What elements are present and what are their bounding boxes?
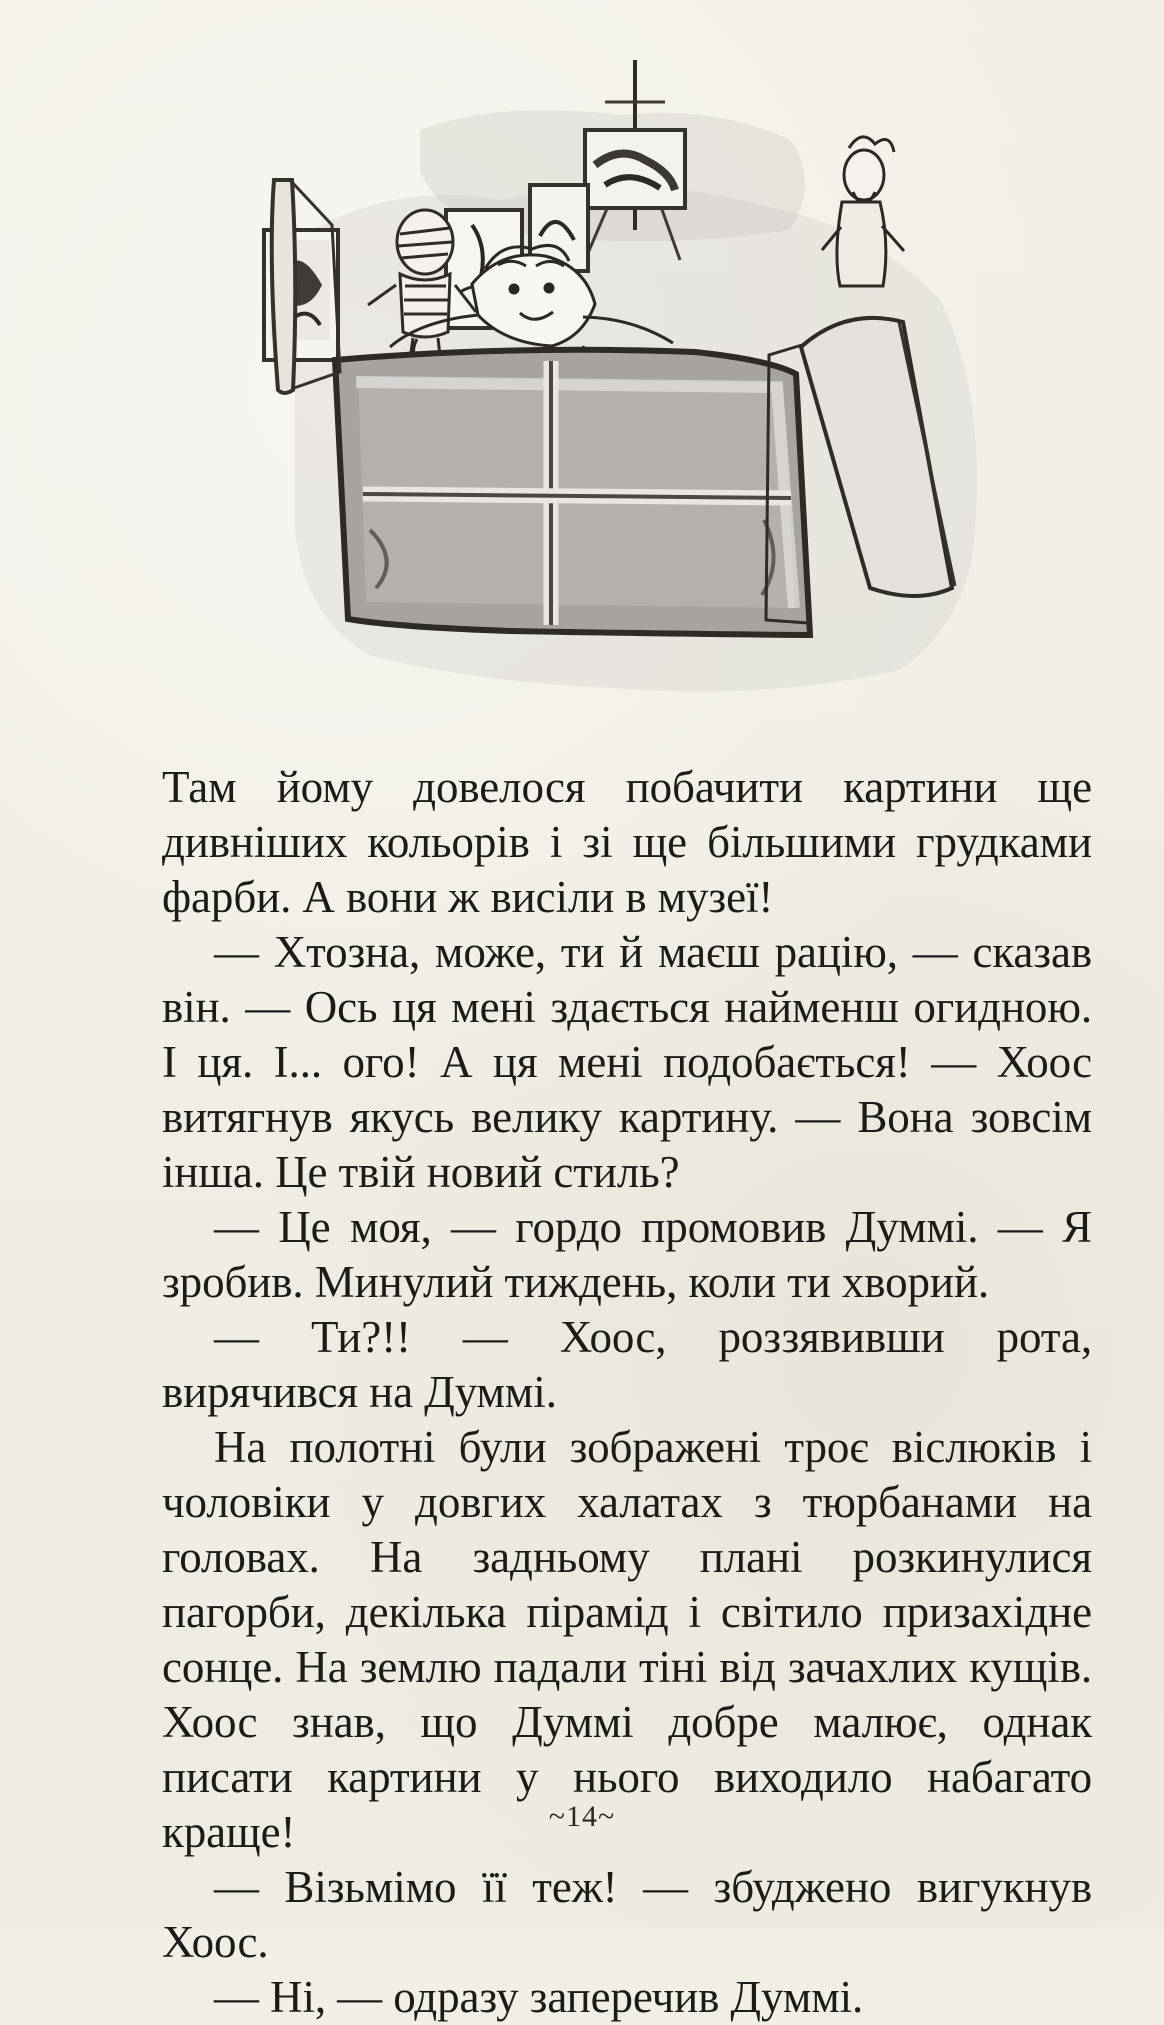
story-text xyxy=(162,760,1092,2025)
paragraph: — Візьмімо її теж! — збуджено вигукнув Хоос. xyxy=(162,1862,1092,1967)
front-canvas xyxy=(335,350,810,635)
paragraph: Там йому довелося побачити картини ще дивніших кольорів і зі ще більшими грудками фарби. А вони ж висіли в музеї! xyxy=(162,762,1092,922)
paragraph: — Ні, — одразу заперечив Думмі. xyxy=(214,1972,864,2022)
studio-illustration xyxy=(250,60,1010,700)
paragraph: — Ти?!! — Хоос, роззявивши рота, вирячився на Думмі. xyxy=(162,1312,1092,1417)
paragraph: — Хтозна, може, ти й маєш рацію, — сказав він. — Ось ця мені здається найменш огидною. І ця. І... ого! А ця мені подобається! — Хоос витягнув якусь велику картину. — Вона зовсім інша. Це твій новий стиль? xyxy=(162,927,1092,1197)
paragraph: На полотні були зображені троє віслюків і чоловіки у довгих халатах з тюрбанами на головах. На задньому плані розкинулися пагорби, декілька пірамід і світило призахідне сонце. На землю падали тіні від зачахлих кущів. Хоос знав, що Думмі добре малює, однак писати картини у нього виходило набагато краще! xyxy=(162,1422,1092,1857)
top-painting xyxy=(585,130,685,208)
paragraph: — Це моя, — гордо промовив Думмі. — Я зробив. Минулий тиждень, коли ти хворий. xyxy=(162,1202,1092,1307)
page-number: ~14~ xyxy=(548,1800,616,1833)
